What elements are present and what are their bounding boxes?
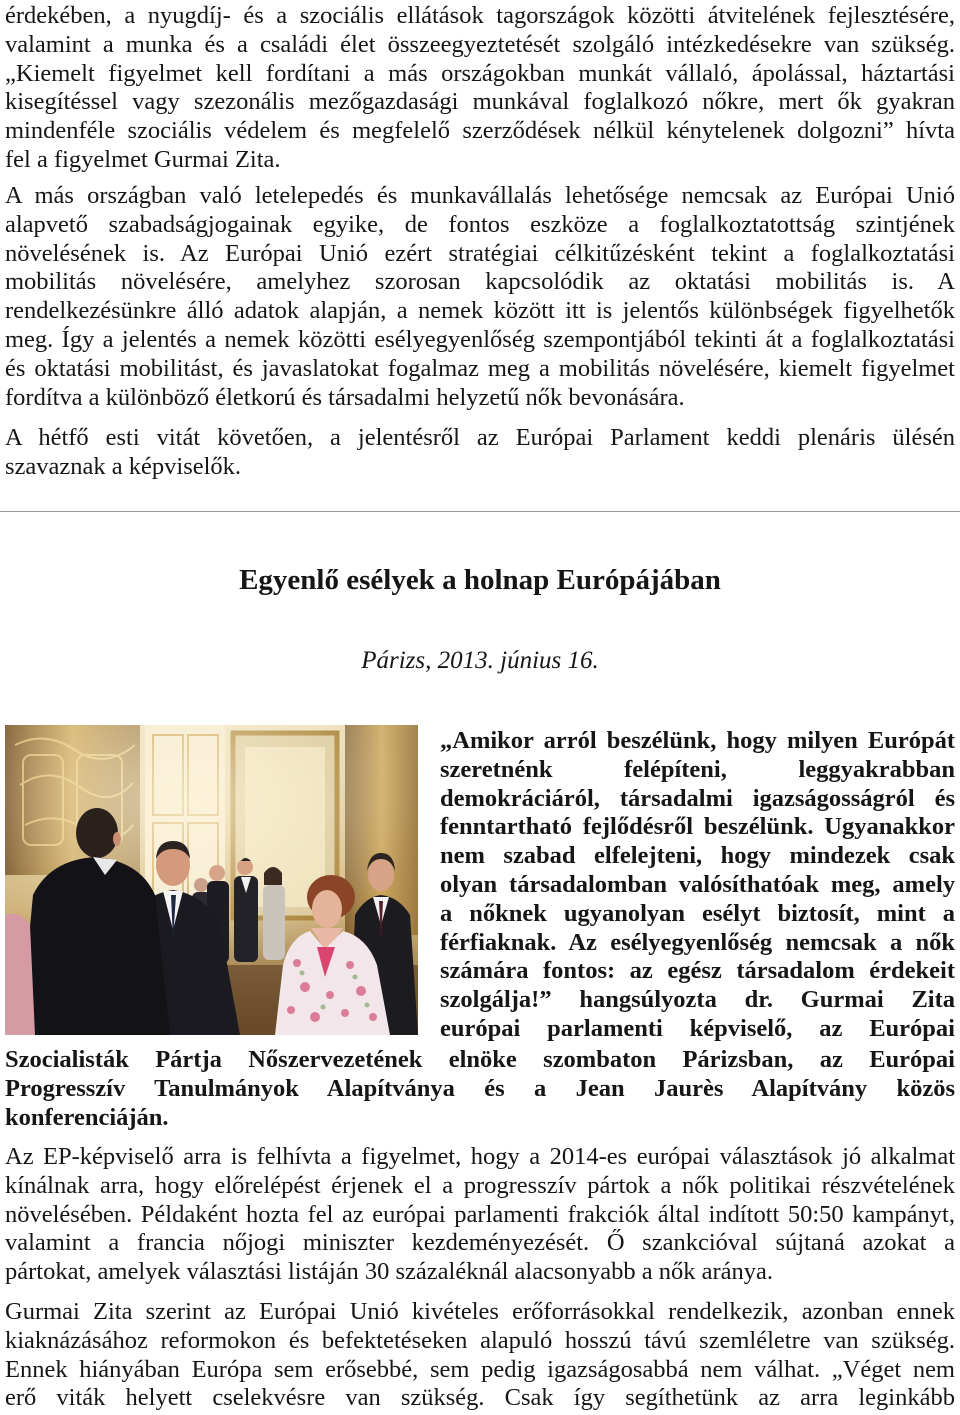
- quote-line: számára fontos: az egész társadalom érdekeit: [440, 957, 955, 985]
- text-line: A más országban való letelepedés és munkavállalás lehetősége nemcsak az Európai Unió: [5, 182, 955, 209]
- text-line: Gurmai Zita szerint az Európai Unió kivételes erőforrásokkal rendelkezik, azonban ennek: [5, 1298, 955, 1325]
- paragraph: [5, 1143, 955, 1287]
- quote-line: a nőknek ugyanolyan esélyt biztosít, mint a: [440, 899, 955, 927]
- quote-line: európai parlamenti képviselő, az Európai: [440, 1014, 955, 1042]
- text-line: meg. Így a jelentés a nemek közötti esélyegyenlőség szempontjából tekinti át a foglalkoztatási: [5, 325, 955, 353]
- text-line: szavaznak a képviselők.: [5, 452, 242, 480]
- quote: [440, 727, 955, 1044]
- text-line: érdekében, a nyugdíj- és a szociális ellátások tagországok közötti átvitelének fejlesztésére,: [5, 2, 955, 29]
- text-line: Ennek hiányában Európa sem erősebbé, sem pedig igazságosabbá nem válhat. „Véget nem: [5, 1355, 955, 1383]
- paragraph: [5, 2, 955, 175]
- text-line: és oktatási mobilitást, és javaslatokat fogalmaz meg a mobilitás növelésére, kiemelt figyelmet: [5, 354, 955, 382]
- quote-line: konferenciáján.: [5, 1103, 169, 1131]
- text-line: Az EP-képviselő arra is felhívta a figyelmet, hogy a 2014-es európai választások jó alkalmat: [5, 1143, 955, 1170]
- paragraph: [5, 182, 955, 412]
- text-line: „Kiemelt figyelmet kell fordítani a más országokban munkát vállaló, ápolással, háztartási: [5, 59, 955, 87]
- text-line: rendelkezésünkre álló adatok alapján, a nemek között itt is jelentős különbségek figyelhetők: [5, 297, 955, 325]
- quote-line: olyan társadalomban valósíthatóak meg, amely: [440, 870, 955, 898]
- text-line: mindenféle szociális védelem és megfelelő szerződések nélkül kénytelenek dolgozni” hívta: [5, 117, 955, 145]
- paragraph: [5, 424, 955, 482]
- event-photo: [5, 725, 418, 1035]
- text-line: fel a figyelmet Gurmai Zita.: [5, 145, 281, 173]
- section-divider: [0, 511, 960, 512]
- article-dateline: Párizs, 2013. június 16.: [361, 647, 599, 674]
- quote-line: nem szabad elfelejteni, hogy mindezek csak: [440, 842, 955, 870]
- quote-line: Szocialisták Pártja Nőszervezetének elnöke szombaton Párizsban, az Európai: [5, 1046, 955, 1073]
- article-heading: Egyenlő esélyek a holnap Európájában: [239, 564, 721, 596]
- text-line: valamint a munka és a családi élet összeegyeztetését szolgáló intézkedésekre van szükség.: [5, 30, 955, 58]
- paragraph: [5, 1298, 955, 1413]
- text-line: mobilitás növelésére, amelyhez szorosan kapcsolódik az oktatási mobilitás is. A: [5, 268, 955, 296]
- quote-continuation: [5, 1046, 955, 1132]
- quote-line: férfiaknak. Az esélyegyenlőség nemcsak a nők: [440, 928, 955, 956]
- quote-line: szolgálja!” hangsúlyozta dr. Gurmai Zita: [440, 986, 955, 1014]
- quote-line: demokráciáról, társadalmi igazságosságról és: [440, 784, 955, 812]
- text-line: növelésében. Példaként hozta fel az európai parlamenti frakciók által indított 50:50 kampányt,: [5, 1200, 955, 1228]
- text-line: A hétfő esti vitát követően, a jelentésről az Európai Parlament keddi plenáris ülésén: [5, 424, 955, 451]
- quote-line: szeretnénk felépíteni, leggyakrabban: [440, 755, 955, 783]
- text-line: alapvető szabadságjogainak egyike, de fontos eszköze a foglalkoztatottság szintjének: [5, 210, 955, 238]
- text-line: növelésének is. Az Európai Unió ezért stratégiai célkitűzésként tekint a foglalkoztatási: [5, 239, 955, 267]
- text-line: pártokat, amelyek választási listáján 30 százaléknál alacsonyabb a nők aránya.: [5, 1258, 774, 1286]
- quote-line: fenntartható fejlődésről beszélünk. Ugyanakkor: [440, 813, 955, 841]
- quote-line: „Amikor arról beszélünk, hogy milyen Európát: [440, 727, 955, 754]
- text-line: valamint a francia nőjogi miniszter kezdeményezését. Ő szankcióval sújtaná azokat a: [5, 1229, 955, 1257]
- text-line: kiaknázásához reformokon és befektetéseken alapuló hosszú távú szemléletre van szükség.: [5, 1326, 955, 1354]
- text-line: kisegítéssel vagy szezonális mezőgazdasági munkával foglalkozó nőkre, mert ők gyakran: [5, 88, 955, 116]
- text-line: kínálnak arra, hogy előrelépést érjenek el a progresszív pártok a nők politikai részvételének: [5, 1171, 955, 1199]
- text-line: erő viták helyett cselekvésre van szükség. Csak így segíthetünk az arra leginkább: [5, 1384, 955, 1412]
- quote-line: Progresszív Tanulmányok Alapítványa és a Jean Jaurès Alapítvány közös: [5, 1074, 955, 1102]
- text-line: fordítva a különböző életkorú és társadalmi helyzetű nők bevonására.: [5, 383, 685, 411]
